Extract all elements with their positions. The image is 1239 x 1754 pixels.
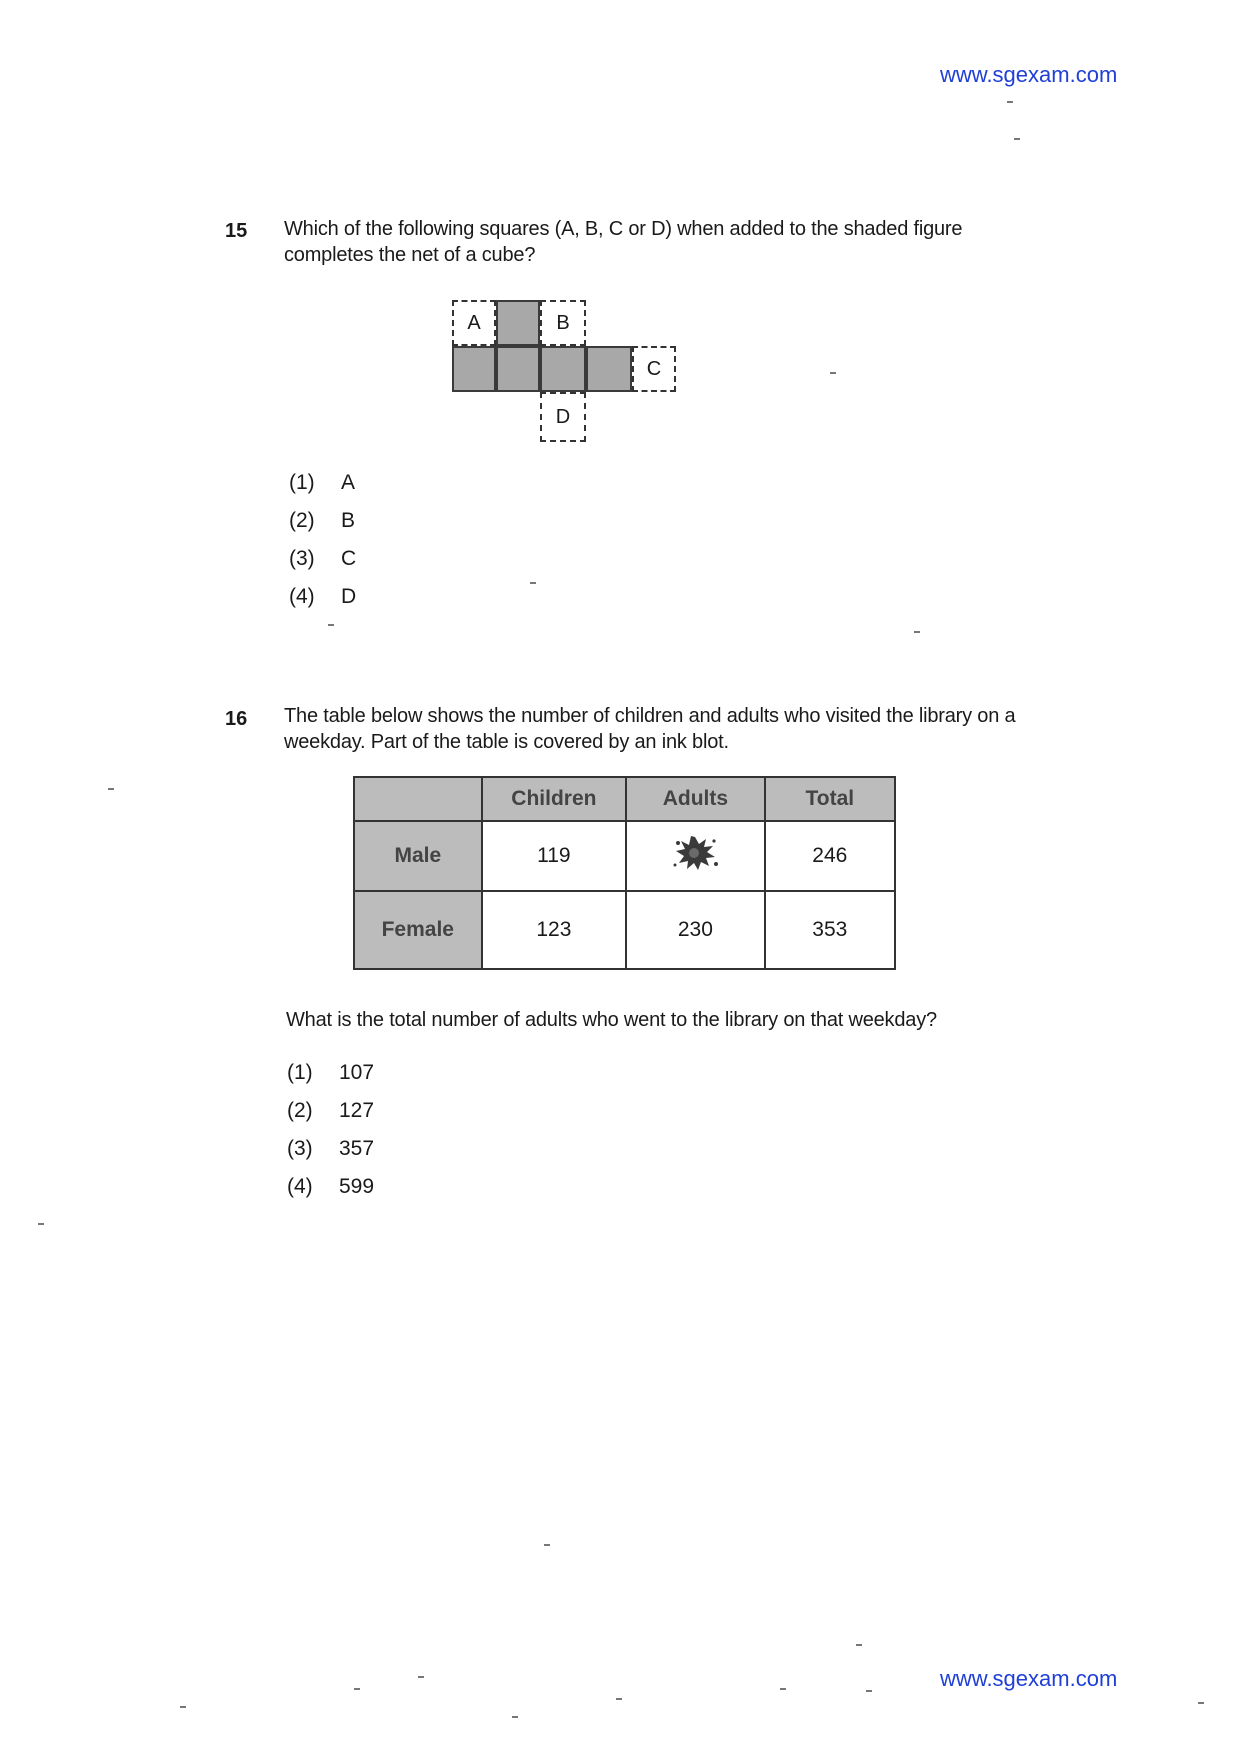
option-4[interactable] bbox=[287, 1168, 374, 1206]
library-visitors-table bbox=[353, 776, 896, 970]
scan-speck bbox=[180, 1706, 186, 1708]
option-value: 127 bbox=[339, 1099, 375, 1122]
question-15-number: 15 bbox=[225, 220, 248, 242]
option-number: (1) bbox=[287, 1061, 313, 1084]
cell-male-adults bbox=[626, 821, 764, 891]
scan-speck bbox=[544, 1544, 550, 1546]
option-3[interactable] bbox=[289, 540, 356, 578]
scan-speck bbox=[866, 1690, 872, 1692]
option-value: 599 bbox=[339, 1175, 375, 1198]
shaded-square bbox=[452, 346, 496, 392]
option-3[interactable] bbox=[287, 1130, 374, 1168]
scan-speck bbox=[530, 582, 536, 584]
option-2[interactable] bbox=[287, 1092, 374, 1130]
option-number: (1) bbox=[289, 471, 315, 494]
option-number: (3) bbox=[289, 547, 315, 570]
corner-header bbox=[354, 777, 482, 821]
option-value: B bbox=[341, 509, 356, 532]
shaded-square-top bbox=[496, 300, 540, 346]
shaded-square bbox=[540, 346, 586, 392]
cell-female-children: 123 bbox=[482, 891, 627, 969]
table-row bbox=[354, 821, 895, 891]
scan-speck bbox=[780, 1688, 786, 1690]
cube-net-figure bbox=[452, 300, 682, 446]
question-16-number: 16 bbox=[225, 708, 248, 730]
square-c bbox=[632, 346, 676, 392]
scan-speck bbox=[914, 631, 920, 633]
option-2[interactable] bbox=[289, 502, 356, 540]
scan-speck bbox=[328, 624, 334, 626]
square-d bbox=[540, 392, 586, 442]
question-16-options bbox=[287, 1054, 374, 1206]
scan-speck bbox=[418, 1676, 424, 1678]
option-number: (2) bbox=[287, 1099, 313, 1122]
scan-speck bbox=[856, 1644, 862, 1646]
square-a bbox=[452, 300, 496, 346]
scan-speck bbox=[616, 1698, 622, 1700]
question-15-text: Which of the following squares (A, B, C or D) when added to the shaded figure completes the net of a cube? bbox=[284, 218, 963, 266]
table-header-row bbox=[354, 777, 895, 821]
row-header-female: Female bbox=[354, 891, 482, 969]
scan-speck bbox=[108, 788, 114, 790]
header-site-link[interactable]: www.sgexam.com bbox=[940, 62, 1118, 87]
shaded-square bbox=[496, 346, 540, 392]
question-16-prompt: What is the total number of adults who went to the library on that weekday? bbox=[286, 1009, 937, 1031]
column-header-adults: Adults bbox=[626, 777, 764, 821]
scan-speck bbox=[512, 1716, 518, 1718]
option-number: (3) bbox=[287, 1137, 313, 1160]
table-row bbox=[354, 891, 895, 969]
option-1[interactable] bbox=[289, 464, 356, 502]
scan-speck bbox=[1007, 101, 1013, 103]
option-value: C bbox=[341, 547, 357, 570]
option-number: (4) bbox=[287, 1175, 313, 1198]
square-d-label: D bbox=[555, 405, 571, 428]
option-value: 357 bbox=[339, 1137, 375, 1160]
square-a-label: A bbox=[467, 311, 481, 334]
column-header-children: Children bbox=[482, 777, 627, 821]
column-header-total: Total bbox=[765, 777, 895, 821]
scan-speck bbox=[830, 372, 836, 374]
square-b-label: B bbox=[556, 311, 570, 334]
scan-speck bbox=[354, 1688, 360, 1690]
scan-speck bbox=[1014, 138, 1020, 140]
row-header-male: Male bbox=[354, 821, 482, 891]
scan-speck bbox=[1198, 1702, 1204, 1704]
scan-speck bbox=[38, 1223, 44, 1225]
cell-male-total: 246 bbox=[765, 821, 895, 891]
shaded-square bbox=[586, 346, 632, 392]
option-number: (4) bbox=[289, 585, 315, 608]
ink-blot-icon bbox=[670, 831, 720, 875]
square-c-label: C bbox=[646, 357, 662, 380]
option-number: (2) bbox=[289, 509, 315, 532]
question-16-text: The table below shows the number of children and adults who visited the library on a weekday. Part of the table is covered by an ink blot. bbox=[284, 705, 1016, 753]
option-1[interactable] bbox=[287, 1054, 374, 1092]
cell-female-total: 353 bbox=[765, 891, 895, 969]
option-value: D bbox=[341, 585, 357, 608]
question-15-options bbox=[289, 464, 356, 616]
option-value: A bbox=[341, 471, 356, 494]
square-b bbox=[540, 300, 586, 346]
option-4[interactable] bbox=[289, 578, 356, 616]
cell-female-adults: 230 bbox=[626, 891, 764, 969]
cell-male-children: 119 bbox=[482, 821, 627, 891]
option-value: 107 bbox=[339, 1061, 375, 1084]
footer-site-link[interactable]: www.sgexam.com bbox=[940, 1666, 1118, 1691]
